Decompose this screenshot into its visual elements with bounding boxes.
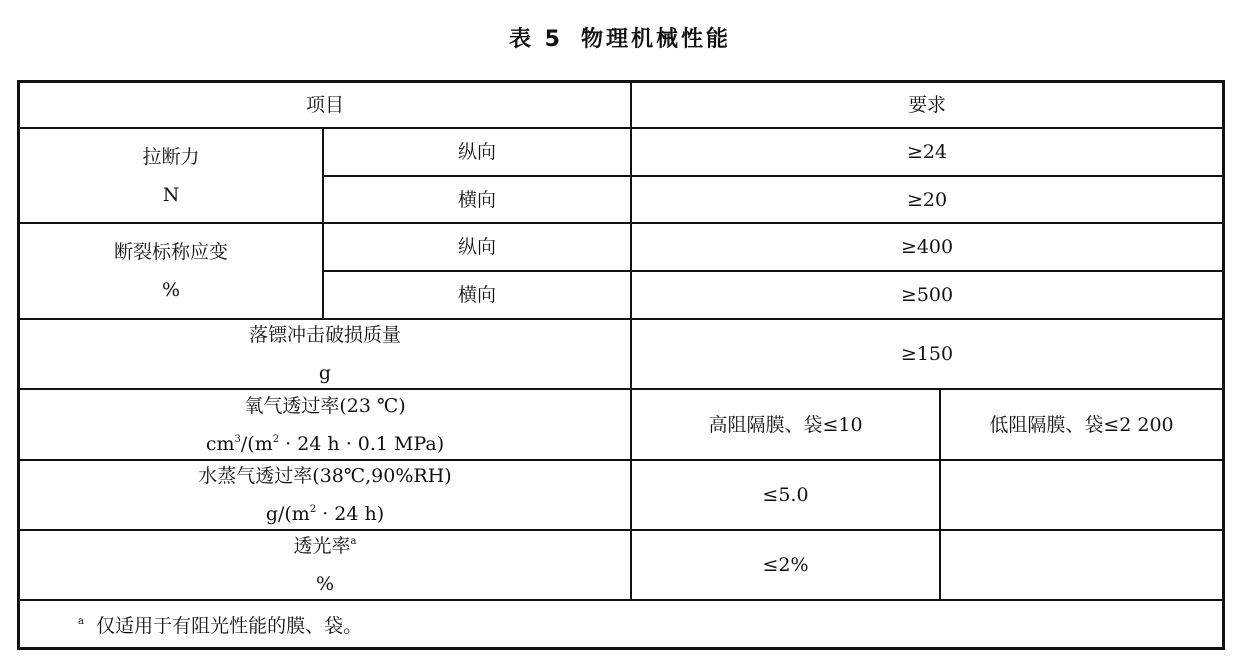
- dart-label: [20, 320, 630, 388]
- tensile-unit: N: [162, 183, 180, 206]
- light-unit: %: [315, 573, 335, 595]
- header-requirement: 要求: [907, 93, 946, 116]
- header-item: 项目: [305, 93, 344, 116]
- vapor-unit: $g/(m^2 \cdot 24$ h): [265, 503, 385, 525]
- tensile-longitudinal-value: ≥24: [906, 141, 948, 163]
- footnote-text: 仅适用于有阻光性能的膜、袋。: [96, 615, 363, 637]
- strain-label: [20, 224, 322, 318]
- dart-name: 落镖冲击破损质量: [248, 324, 401, 346]
- rule-light: [17, 599, 1225, 601]
- strain-unit: %: [161, 279, 181, 301]
- strain-longitudinal-value: ≥400: [900, 236, 954, 258]
- tensile-transverse-value: ≥20: [906, 188, 948, 211]
- oxygen-high-barrier: 高阻隔膜、袋≤10: [708, 413, 863, 436]
- oxygen-label: [20, 390, 630, 459]
- dart-unit: g: [318, 362, 332, 384]
- vapor-name: 水蒸气透过率(38℃,90%RH): [198, 465, 452, 487]
- oxygen-low-barrier: 低阻隔膜、袋≤2 200: [989, 413, 1174, 436]
- table-title: [0, 22, 1240, 53]
- vapor-value: ≤5.0: [762, 484, 809, 506]
- oxygen-unit: $cm^3/(m^2 \cdot 24$ h · 0.1 MPa): [205, 432, 445, 455]
- footnote-ref-mark: a: [350, 536, 357, 547]
- strain-transverse-value: ≥500: [900, 284, 954, 306]
- strain-longitudinal-dir: 纵向: [457, 236, 496, 258]
- oxygen-name: 氧气透过率(23 ℃): [244, 394, 406, 417]
- footnote: [78, 607, 362, 645]
- table-name: 物理机械性能: [580, 27, 731, 52]
- strain-transverse-dir: 横向: [457, 284, 496, 306]
- strain-name: 断裂标称应变: [113, 241, 228, 263]
- tensile-name: 拉断力: [142, 145, 200, 168]
- tensile-longitudinal-dir: 纵向: [457, 141, 496, 163]
- footnote-mark: a: [78, 616, 84, 627]
- dart-value: ≥150: [900, 343, 954, 365]
- table-number: 表 5: [509, 27, 563, 52]
- light-label: [20, 531, 630, 599]
- light-value: ≤2%: [762, 554, 809, 576]
- tensile-label: [20, 129, 322, 222]
- vapor-label: [20, 461, 630, 529]
- light-name: 透光率$^a$: [293, 535, 357, 557]
- tensile-transverse-dir: 横向: [457, 188, 496, 211]
